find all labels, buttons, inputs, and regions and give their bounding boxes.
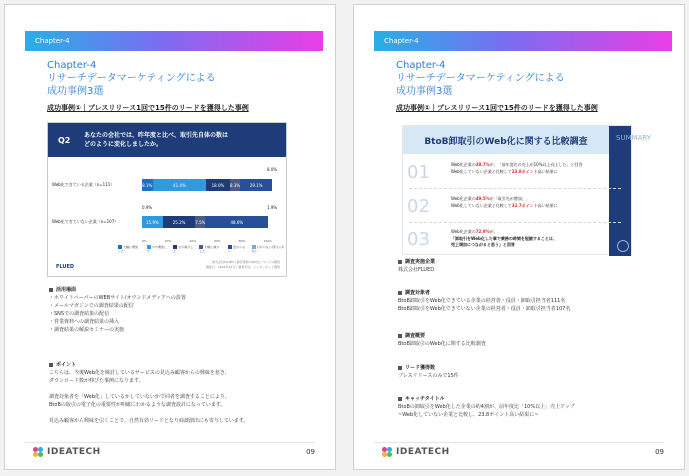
brand-name: IDEATECH [47,447,101,457]
summary-item [403,192,609,220]
section-line: ・調査結果の解説セミナーの実施 [49,327,125,333]
case-heading: 成功事例①｜プレスリリース1回で15件のリードを獲得した事例 [47,104,249,112]
survey-chart-card [47,122,287,277]
bar-segment: 18.0% [206,179,229,191]
summary-item-text: Web化企業の49.5%が「取引先が増加」、 Web化していない企業と比較して32.7ポイント高い結果に [451,196,558,208]
section-line: こちらは、今後Web化を検討しているサービスの見込み顧客からの興味を惹き、 [49,370,230,376]
bar-segment: 8.1% [142,179,153,191]
stacked-bar [142,179,272,191]
section-line: ・SNSでの調査結果の配信 [49,311,110,317]
section-line: BtoBの取引の電子化の重要性が明確にわかるような調査設計になっています。 [49,402,226,408]
section-line: ・営業資料への調査結果の挿入 [49,319,120,325]
footer-divider [374,442,664,443]
chart-legend [118,245,286,253]
question-number: Q2 [58,135,71,145]
legend-item: わからない/答えられない [251,245,285,253]
axis-tick: 40% [189,239,197,243]
right-page [353,4,685,470]
page-number: 09 [655,448,664,456]
section-line: 見込み顧客から興味を引くことで、自然有効リードとなり商談創出にも寄与しています。 [49,418,249,424]
section-line: BtoBの卸取引をWeb化した企業の約4割が、前年度比「10%以上」売上アップ [398,404,575,410]
bar-segment: 48.6% [205,216,268,228]
summary-item-number: 01 [407,162,430,183]
chapter-label: Chapter-4 [35,37,70,45]
bar-row-non-web [48,216,288,228]
section-heading: 調査対象者 [398,289,570,297]
section-line: BtoB卸取引をWeb化できていない企業の経営者・役員・卸取引担当者107名 [398,306,571,312]
chapter-title-line1: Chapter-4 [47,60,97,71]
brand-name: IDEATECH [396,447,450,457]
row2-top-note-right: 1.9% [267,205,278,210]
section-line: ダウンロード数が伸びた事例になります。 [49,378,144,384]
ideatech-logo-mark-icon [33,447,43,457]
legend-item: 大幅に減少した [199,245,220,253]
section-heading: ポイント [49,361,249,369]
left-page [4,4,336,470]
section-line: BtoB卸取引をWeb化できている企業の経営者・役員・卸取引担当者111名 [398,298,566,304]
summary-card [402,125,652,255]
section-heading: キャッチタイトル [398,395,575,403]
question-text-line2: どのように変化しましたか。 [84,141,163,148]
axis-tick: 100% [263,239,272,243]
summary-title: BtoB卸取引のWeb化に関する比較調査 [403,126,609,154]
bar-segment: 25.2% [163,216,196,228]
bar-segment: 29.1% [240,179,272,191]
chapter-title [47,59,216,98]
bar-row-web [48,179,288,191]
bar-segment: 41.4% [153,179,207,191]
circle-badge-icon [617,240,629,252]
summary-item-number: 02 [407,196,430,217]
catch-title-section [398,395,575,419]
axis-tick: 20% [164,239,172,243]
legend-item: やや増加した [146,245,167,253]
section-line: プレスリリースのみで15件 [398,373,459,379]
survey-question-header [48,123,286,157]
target-section [398,289,570,313]
bar-row-label: Web化できていない企業（n=107） [52,219,119,224]
row2-top-note-left: 0.9% [142,205,153,210]
chapter-title-line1: Chapter-4 [396,60,446,71]
chapter-title-line3: 成功事例3選 [47,86,104,97]
axis-tick: 0% [142,239,147,243]
overview-section [398,332,486,348]
section-line: ・メールマガジンでの調査結果の配信 [49,303,134,309]
case-heading: 成功事例①｜プレスリリース1回で15件のリードを獲得した事例 [396,104,598,112]
section-line: 調査対象者を「Web化」しているかしていないかで同者を調査することにより、 [49,394,230,400]
x-axis-ticks [142,239,272,243]
axis-tick: 80% [238,239,246,243]
bar-segment: 7.5% [195,216,205,228]
company-section [398,258,435,274]
bar-row-label: Web化できている企業（n=111） [52,182,115,187]
chapter-banner [374,31,672,51]
ideatech-logo-mark-icon [382,447,392,457]
flued-logo: FLUED [56,264,75,270]
chapter-title [396,59,565,98]
section-heading: 調査実施企業 [398,258,435,266]
source-line: 株式会社FLUED | 卸売業界のDX化についての調査 [212,260,280,264]
section-line: BtoB卸取引のWeb化に関する比較調査 [398,341,486,347]
summary-item [403,225,609,253]
summary-item-number: 03 [407,229,430,250]
chapter-title-line3: 成功事例3選 [396,86,453,97]
ideatech-logo [33,447,101,457]
footer-divider [25,442,315,443]
stacked-bar [142,216,272,228]
section-line: ・ホワイトペーパーのWEBサイト/オウンドメディアへの設置 [49,295,186,301]
summary-side-bar [609,126,652,256]
section-heading: 活用場面 [49,286,186,294]
chapter-banner [25,31,323,51]
usage-section [49,286,186,334]
row1-top-note: 8.0% [267,167,278,172]
summary-divider [409,222,621,223]
section-heading: リード獲得数 [398,364,459,372]
bar-segment: 15.9% [142,216,163,228]
section-heading: 調査概要 [398,332,486,340]
leads-section [398,364,459,380]
summary-item-text: Web化企業の72.9%が、 「卸取引をWeb化した事で業務の時間を短縮することは、 売上増加につながると思う」と回答 [451,229,557,247]
question-text-line1: あなたの会社では、昨年度と比べ、取引先自体の数は [84,132,229,139]
chapter-label: Chapter-4 [384,37,419,45]
point-section [49,361,249,425]
legend-item: 変わらない [228,245,246,253]
source-line: 調査日：2022年11月 | 調査手法：インターネット調査 [205,265,280,269]
legend-item: やや減少した [173,245,194,253]
axis-tick: 60% [214,239,221,243]
ideatech-logo [382,447,450,457]
summary-item-text: Web化企業の38.7%が、「前年度比の売上が10%以上向上した」と回答 Web化していない企業と比較して23.8ポイント高い結果に [451,162,583,174]
summary-divider [409,188,621,189]
question-text [84,131,228,149]
chapter-title-line2: リサーチデータマーケティングによる [47,73,216,84]
summary-item [403,158,609,186]
section-line: ~Web化していない企業と比較し、23.8ポイント高い結果に~ [398,412,539,418]
summary-side-label: SUMMARY [616,134,652,142]
bar-segment: 8.3% [230,179,241,191]
page-number: 09 [306,448,315,456]
chapter-title-line2: リサーチデータマーケティングによる [396,73,565,84]
section-line: 株式会社FLUED [398,267,435,273]
survey-source [206,260,280,270]
legend-item: 大幅に増加した [118,245,139,253]
